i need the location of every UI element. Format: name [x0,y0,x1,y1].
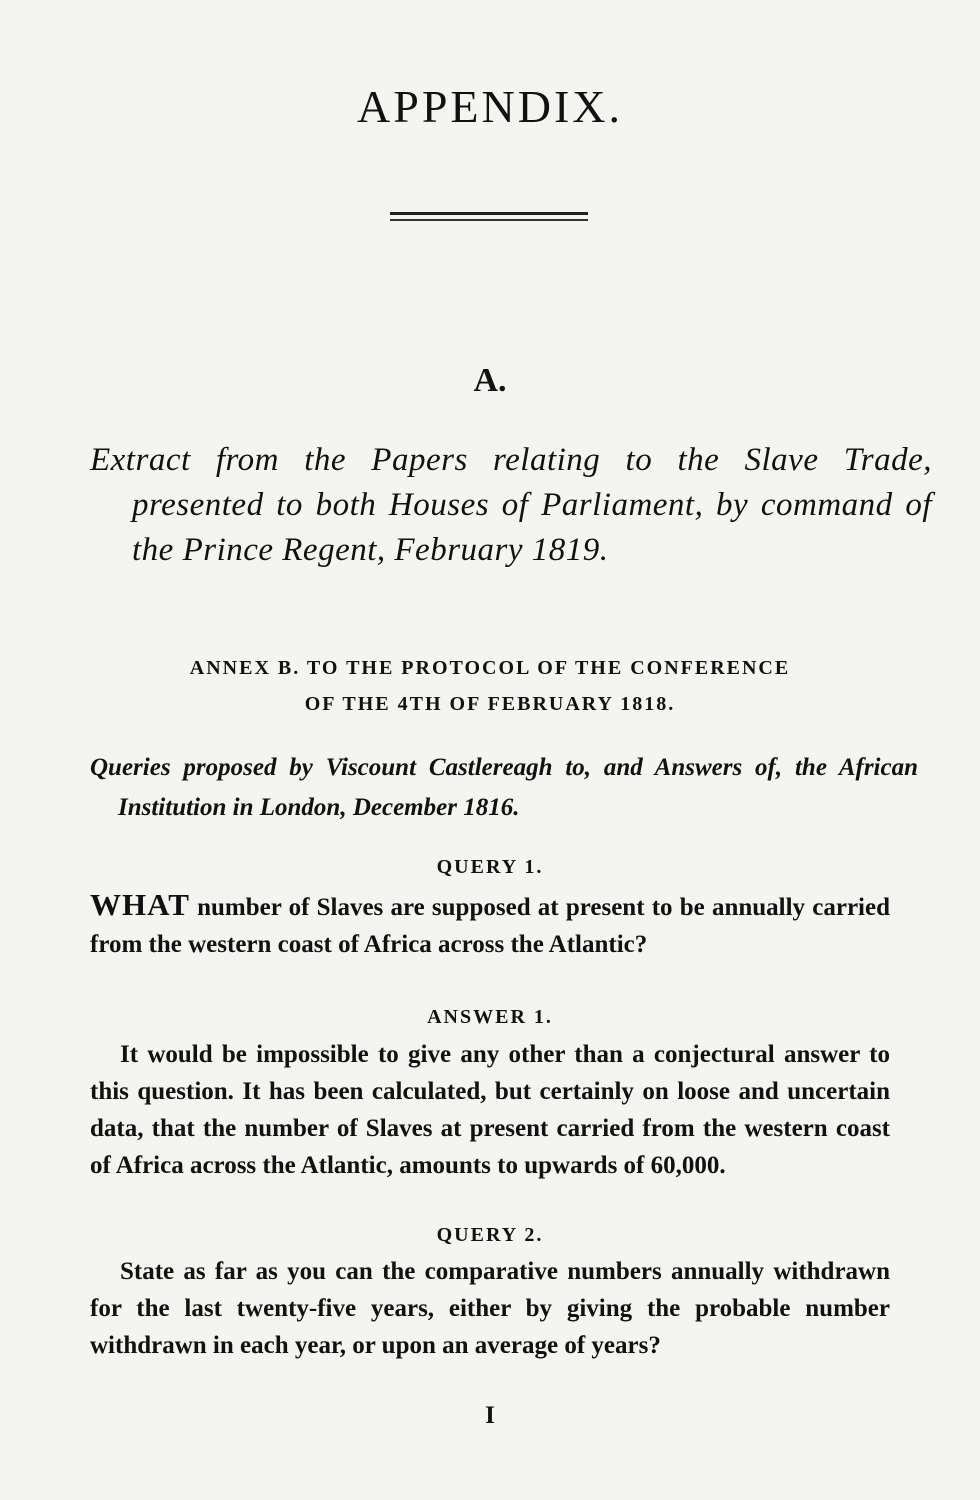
answer-1-heading: ANSWER 1. [427,1006,553,1028]
query-1-first-word: WHAT [90,887,190,922]
extract-heading: Extract from the Papers relating to the Slave Trade, presented to both Houses of Parliament, by command of the Prince Regent, February 1819. [90,442,932,568]
queries-intro: Queries proposed by Viscount Castlereagh to, and Answers of, the African Institution in London, December 1816. [90,754,918,821]
query-1-heading: QUERY 1. [436,856,544,878]
annex-line-1: ANNEX B. TO THE PROTOCOL OF THE CONFERENCE [189,657,791,679]
query-2-text: State as far as you can the comparative numbers annually withdrawn for the last twenty-five years, either by giving the probable number withdrawn in each year, or upon an average of years? [90,1258,890,1359]
page-number: I [485,1402,495,1429]
title-rule-thin [390,219,588,221]
annex-line-2: OF THE 4TH OF FEBRUARY 1818. [304,693,676,715]
page-title: APPENDIX. [357,81,623,132]
answer-1-text: It would be impossible to give any other than a conjectural answer to this question. It has been calculated, but certainly on loose and uncertain data, that the number of Slaves at present carried from the western coast of Africa across the Atlantic, amounts to upwards of 60,000. [90,1041,890,1179]
title-rule-thick [390,212,588,215]
annex-heading [90,650,890,722]
query-1-text [90,886,890,963]
query-1-body: number of Slaves are supposed at present to be annually carried from the western coast of Africa across the Atlantic? [90,894,890,958]
section-letter: A. [473,362,507,399]
query-2-heading: QUERY 2. [436,1224,544,1246]
